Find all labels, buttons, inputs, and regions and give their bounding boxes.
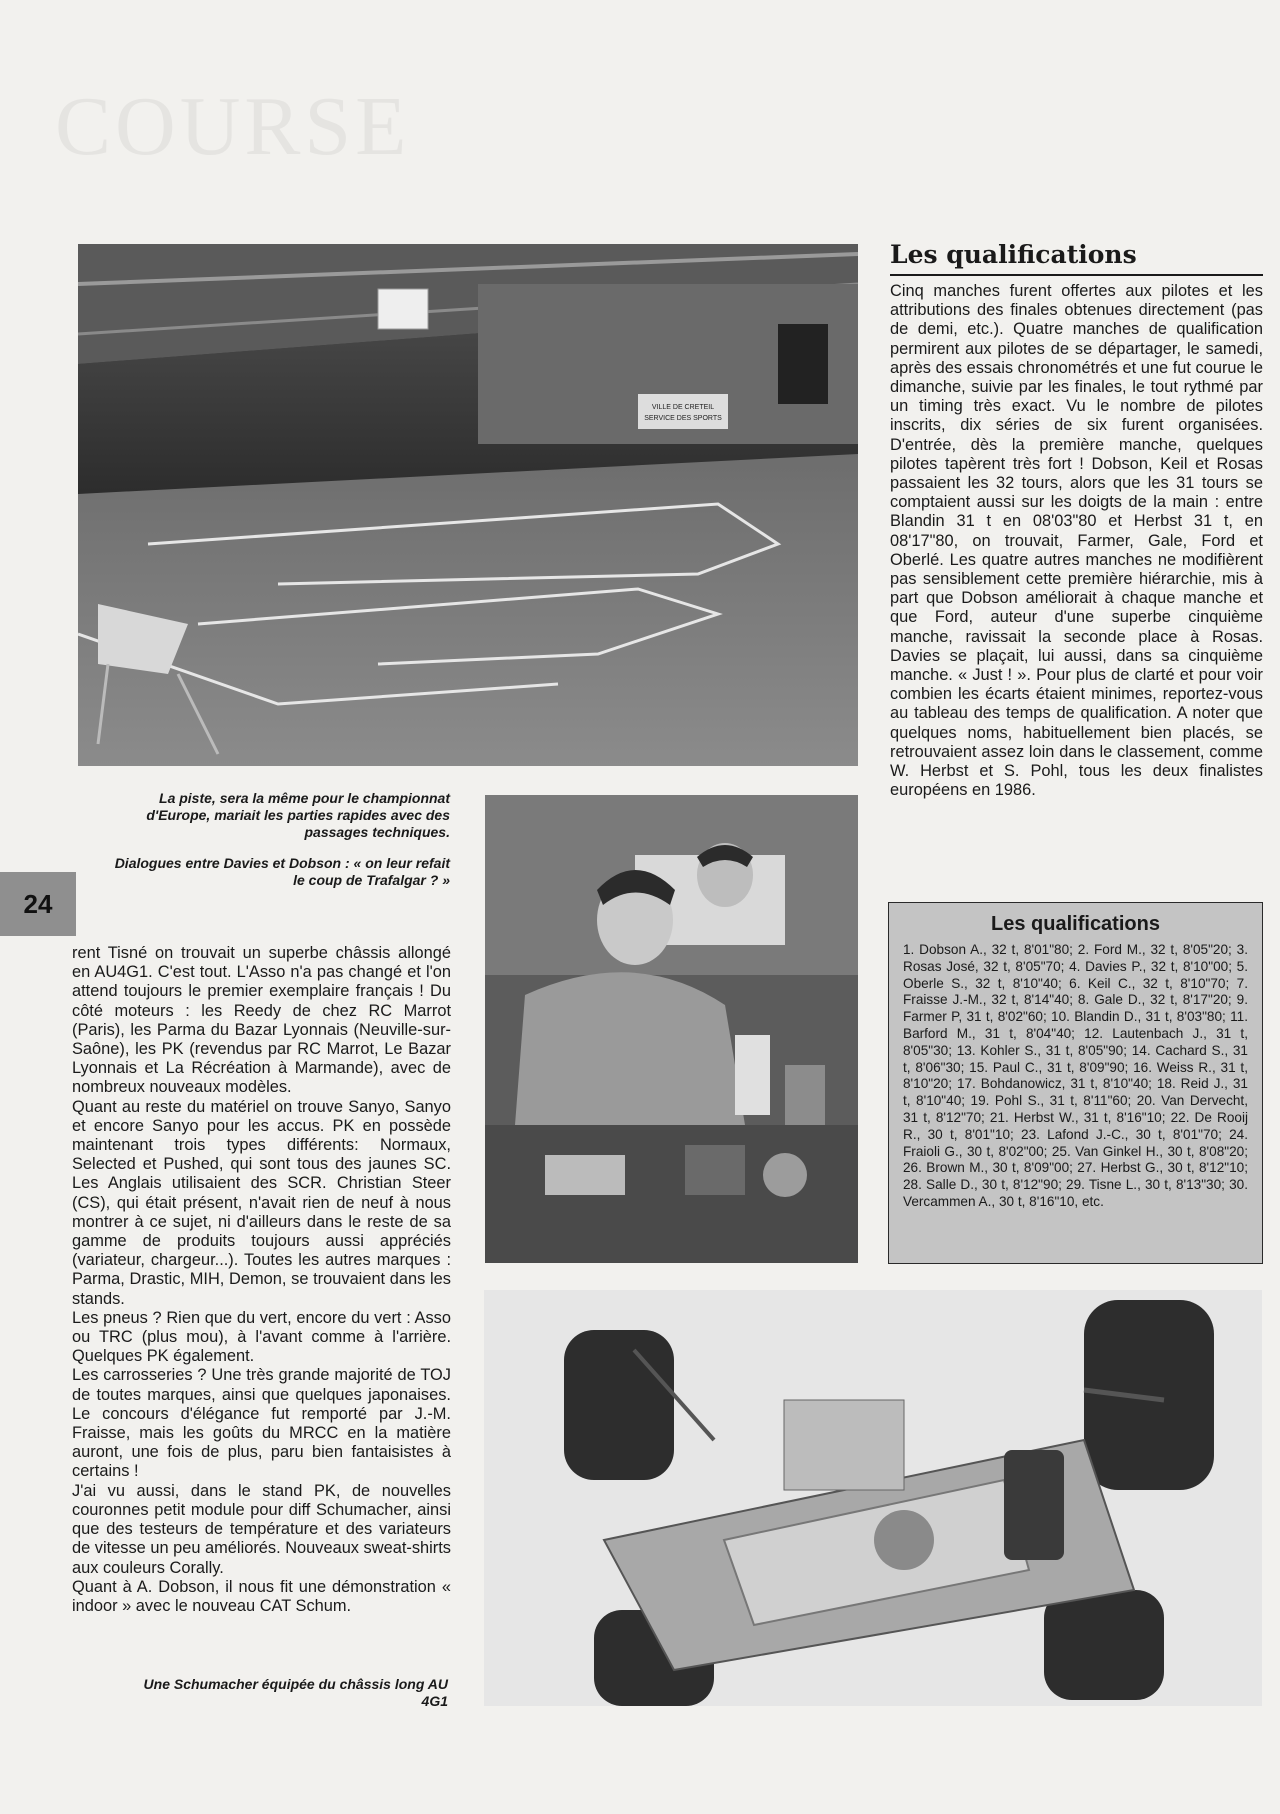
workbench-photo — [485, 795, 858, 1263]
article-paragraph: J'ai vu aussi, dans le stand PK, de nouvelles couronnes petit module pour diff Schumacher, ainsi que des testeurs de température et des variateurs de vitesse un peu améliorés. Nouveaux sweat-shirts aux couleurs Corally. — [72, 1481, 451, 1577]
svg-text:SERVICE DES SPORTS: SERVICE DES SPORTS — [644, 415, 722, 422]
qualifications-results-list: 1. Dobson A., 32 t, 8'01"80; 2. Ford M., 32 t, 8'05"20; 3. Rosas José, 32 t, 8'05"70; 4. Davies P., 32 t, 8'10"00; 5. Oberle S., 32 t, 8'10"40; 6. Keil C., 32 t, 8'10"70; 7. Fraisse J.-M., 32 t, 8'14"40; 8. Gale D., 32 t, 8'17"20; 9. Farmer P, 31 t, 8'02"60; 10. Blandin D., 31 t, 8'03"80; 11. Barford M., 31 t, 8'04"40; 12. Lautenbach J., 31 t, 8'05"30; 13. Kohler S., 31 t, 8'05"90; 14. Cachard S., 31 t, 8'06"30; 15. Paul C., 31 t, 8'09"90; 16. Weiss R., 31 t, 8'10"20; 17. Bohdanowicz, 31 t, 8'10"40; 18. Reid J., 31 t, 8'10"40; 19. Pohl S., 31 t, 8'11"60; 20. Van Dervecht, 31 t, 8'12"70; 21. Herbst W., 31 t, 8'16"10; 22. De Rooij R., 30 t, 8'01"10; 23. Lafond J.-C., 30 t, 8'01"70; 24. Fraioli G., 30 t, 8'02"00; 25. Van Ginkel H., 30 t, 8'08"20; 26. Brown M., 30 t, 8'09"00; 27. Herbst G., 30 t, 8'12"10; 28. Salle D., 30 t, 8'12"90; 29. Tisne L., 30 t, 8'13"30; 30. Vercammen A., 30 t, 8'16"10, etc. — [903, 942, 1248, 1209]
chassis-photo-caption: Une Schumacher équipée du châssis long AU 4G1 — [143, 1676, 448, 1709]
track-hall-illustration — [78, 244, 858, 766]
chassis-illustration — [484, 1290, 1262, 1706]
chassis-photo — [484, 1290, 1262, 1706]
article-paragraph: Cinq manches furent offertes aux pilotes et les attributions des finales obtenues directement (pas de demi, etc.). Quatre manches de qualification permirent aux pilotes de se départager, le samedi, après des essais chronométrés et une fut courue le dimanche, suivie par les finales, le tout rythmé par un timing très exact. Vu le nombre de pilotes inscrits, dix séries de six furent organisées. D'entrée, dès la première manche, quelques pilotes tapèrent très fort ! Dobson, Keil et Rosas passaient les 32 tours, alors que les 31 tours se comptaient aussi sur les doigts de la main : entre Blandin 31 t en 08'03"80 et Herbst 31 t, en 08'17"80, on trouvait, Farmer, Gale, Ford et Oberlé. Les quatre autres manches ne modifièrent pas sensiblement cette première hiérarchie, mis à part que Dobson améliorait à chaque manche et que Ford, auteur d'une superbe cinquième manche, ravissait la seconde place à Rosas. Davies se plaçait, lui aussi, dans sa cinquième manche. « Just ! ». Pour plus de clarté et pour voir combien les écarts étaient minimes, reportez-vous au tableau des temps de qualification. A noter que quelques noms, habituellement bien placés, se retrouvaient assez loin dans le classement, comme W. Herbst et S. Pohl, tous les deux finalistes européens en 1986. — [890, 282, 1263, 800]
qualifications-box-title: Les qualifications — [991, 913, 1160, 935]
workbench-photo-caption: Dialogues entre Davies et Dobson : « on leur refait le coup de Trafalgar ? » — [114, 855, 450, 888]
track-hall-photo — [78, 244, 858, 766]
article-paragraph: Les pneus ? Rien que du vert, encore du vert : Asso ou TRC (plus mou), à l'avant comme à l'arrière. Quelques PK également. — [72, 1308, 451, 1366]
svg-text:VILLE DE CRETEIL: VILLE DE CRETEIL — [651, 404, 715, 411]
section-title: Les qualifications — [890, 240, 1263, 276]
page-number: 24 — [0, 872, 76, 936]
article-paragraph: rent Tisné on trouvait un superbe châssis allongé en AU4G1. C'est tout. L'Asso n'a pas changé et l'on attend toujours le premier exemplaire français ! Du côté moteurs : les Reedy de chez RC Marrot (Paris), les Parma du Bazar Lyonnais (Neuville-sur-Saône), les PK (revendus par RC Marrot, Le Bazar Lyonnais et La Récréation à Marmande), avec de nombreux nouveaux modèles. — [72, 944, 451, 1097]
track-photo-caption: La piste, sera la même pour le championnat d'Europe, mariait les parties rapides avec des passages techniques. — [146, 790, 450, 840]
article-paragraph: Les carrosseries ? Une très grande majorité de TOJ de toutes marques, ainsi que quelques japonaises. Le concours d'élégance fut remporté par J.-M. Fraisse, mais les goûts du MRCC en la matière auront, une fois de plus, paru bien fantaisistes à certains ! — [72, 1366, 451, 1481]
workbench-illustration — [485, 795, 858, 1263]
faded-header-lettering: COURSE — [55, 80, 411, 173]
article-paragraph: Quant à A. Dobson, il nous fit une démonstration « indoor » avec le nouveau CAT Schum. — [72, 1577, 451, 1615]
qualifications-results-box — [888, 902, 1263, 1264]
article-paragraph: Quant au reste du matériel on trouve Sanyo, Sanyo et encore Sanyo pour les accus. PK en possède maintenant trois types différents: Normaux, Selected et Pushed, qui sont tous des jaunes SC. Les Anglais utilisaient des SCR. Christian Steer (CS), qui était présent, n'avait rien de neuf à nous montrer à ce sujet, ni d'ailleurs dans le reste de sa gamme de produits toujours aussi appréciés (variateur, chargeur...). Toutes les autres marques : Parma, Drastic, MIH, Demon, se trouvaient dans les stands. — [72, 1097, 451, 1308]
main-article-text — [72, 944, 451, 1616]
qualifications-article-text — [890, 282, 1263, 800]
